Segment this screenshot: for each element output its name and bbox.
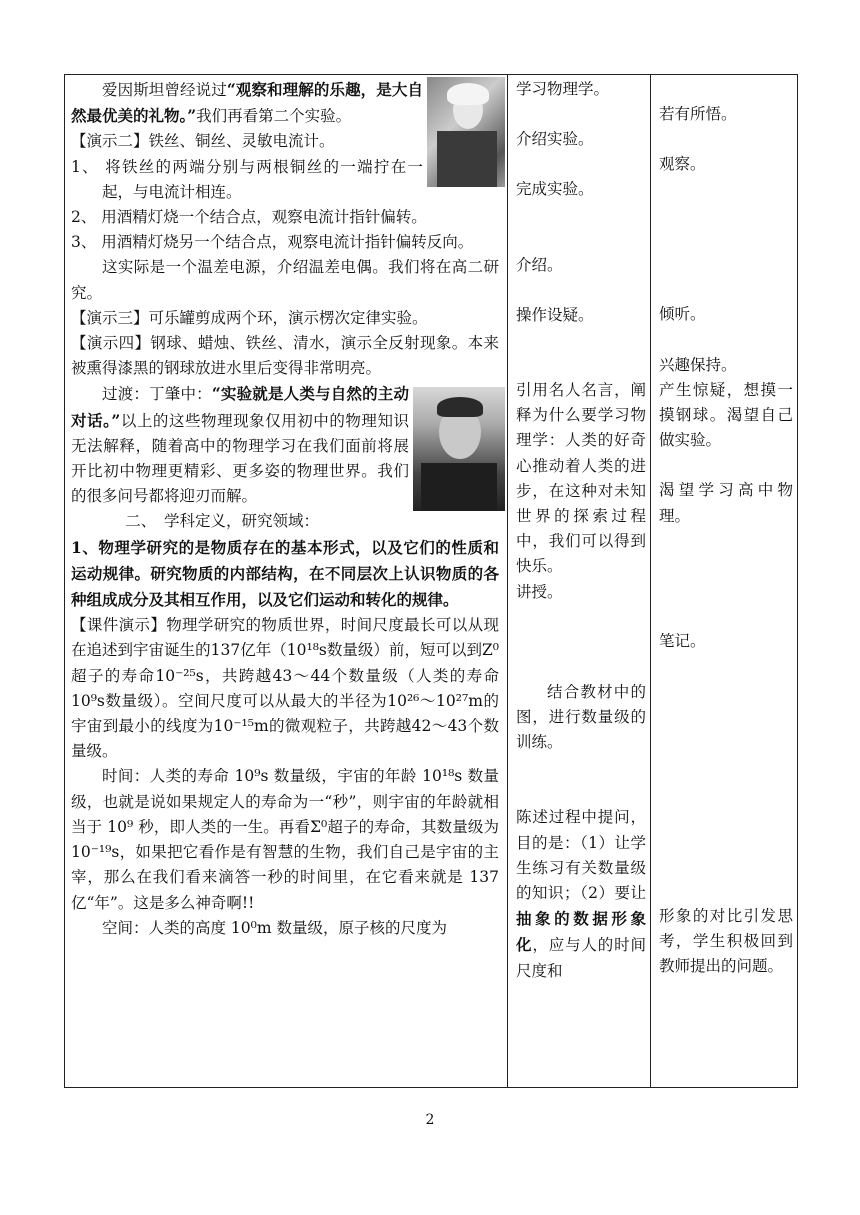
teacher-note-3: 完成实验。 — [516, 180, 594, 199]
einstein-photo — [427, 77, 505, 187]
transition-para: 过渡：丁肇中：“实验就是人类与自然的主动对话。”以上的这些物理现象仅用初中的物理知识无法解释，随着高中的物理学习在我们面前将展开比初中物理更精彩、更多姿的物理世界。我们的很多问号都将迎刃而解。 — [71, 384, 409, 506]
physics-definition: 1、物理学研究的是物质存在的基本形式，以及它们的性质和运动规律。研究物质的内部结构，在不同层次上认识物质的各种组成成分及其相互作用，以及它们运动和转化的规律。 — [71, 537, 499, 610]
courseware-para: 【课件演示】物理学研究的物质世界，时间尺度最长可以从现在追述到宇宙诞生的137亿年（10¹⁸s数量级）前，短可以到Z⁰超子的寿命10⁻²⁵s，共跨越43～44个数量级（人类的寿命10⁹s数量级）。空间尺度可以从最大的半径为10²⁶～10²⁷m的宇宙到最小的线度为10⁻¹⁵m的微观粒子，共跨越42～43个数量级。 — [71, 616, 499, 761]
teacher-note-6: 引用名人名言，阐释为什么要学习物理学：人类的好奇心推动着人类的进步，在这种对未知世界的探索过程中，我们可以得到快乐。 — [516, 381, 646, 576]
teacher-note-2: 介绍实验。 — [516, 130, 594, 149]
demo3-title: 【演示三】可乐罐剪成两个环，演示楞次定律实验。 — [71, 308, 428, 327]
time-para: 时间：人类的寿命 10⁹s 数量级，宇宙的年龄 10¹⁸s 数量级，也就是说如果规定人的寿命为一“秒”，则宇宙的年龄就相当于 10⁹ 秒，即人类的一生。再看Σ⁰超子的寿命，其数量级为 10⁻¹⁹s，如果把它看作是有智慧的生物，我们自己是宇宙的主宰，那么在我们看来滴答一秒的时间里，在它看来就是 137 亿“年”。这是多么神奇啊!! — [71, 767, 499, 912]
demo2-title: 【演示二】铁丝、铜丝、灵敏电流计。 — [71, 132, 335, 151]
demo4-title: 【演示四】钢球、蜡烛、铁丝、清水，演示全反射现象。本来被熏得漆黑的钢球放进水里后变得非常明亮。 — [71, 334, 499, 378]
demo2-step1: 1、 将铁丝的两端分别与两根铜丝的一端拧在一起，与电流计相连。 — [71, 157, 423, 201]
thermocouple-para: 这实际是一个温差电源，介绍温差电偶。我们将在高二研究。 — [71, 258, 499, 302]
einstein-quote: 爱因斯坦曾经说过“观察和理解的乐趣，是大自然最优美的礼物。”我们再看第二个实验。 — [71, 80, 423, 126]
student-note-2: 观察。 — [659, 155, 706, 174]
student-note-1: 若有所悟。 — [659, 105, 737, 123]
student-note-8: 形象的对比引发思考，学生积极回到教师提出的问题。 — [659, 907, 793, 976]
teacher-note-1: 学习物理学。 — [516, 80, 610, 98]
student-activity-column — [651, 75, 798, 1088]
teacher-note-7: 讲授。 — [516, 582, 563, 601]
teacher-note-5: 操作设疑。 — [516, 305, 594, 324]
student-note-6: 渴望学习高中物理。 — [659, 481, 793, 525]
lesson-table — [64, 74, 798, 1088]
demo2-step3: 3、 用酒精灯烧另一个结合点，观察电流计指针偏转反向。 — [71, 233, 474, 252]
content-column — [65, 75, 508, 1088]
demo2-step2: 2、 用酒精灯烧一个结合点，观察电流计指针偏转。 — [71, 208, 427, 227]
student-note-4: 兴趣保持。 — [659, 355, 737, 374]
page-number: 2 — [425, 1112, 435, 1128]
student-note-5: 产生惊疑，想摸一摸钢球。渴望自己做实验。 — [659, 380, 793, 450]
space-para: 空间：人类的高度 10⁰m 数量级，原子核的尺度为 — [102, 918, 447, 937]
student-note-3: 倾听。 — [659, 305, 706, 324]
section2-heading: 二、 学科定义，研究领域： — [125, 512, 320, 531]
ding-zhaozhong-photo — [413, 387, 505, 511]
teacher-activity-column — [508, 75, 651, 1088]
teacher-note-9: 陈述过程中提问，目的是：（1）让学生练习有关数量级的知识；（2）要让抽象的数据形象化，应与人的时间尺度和 — [516, 808, 646, 980]
student-note-7: 笔记。 — [659, 631, 706, 650]
teacher-note-4: 介绍。 — [516, 255, 563, 274]
teacher-note-8: 结合教材中的图，进行数量级的训练。 — [516, 682, 646, 752]
